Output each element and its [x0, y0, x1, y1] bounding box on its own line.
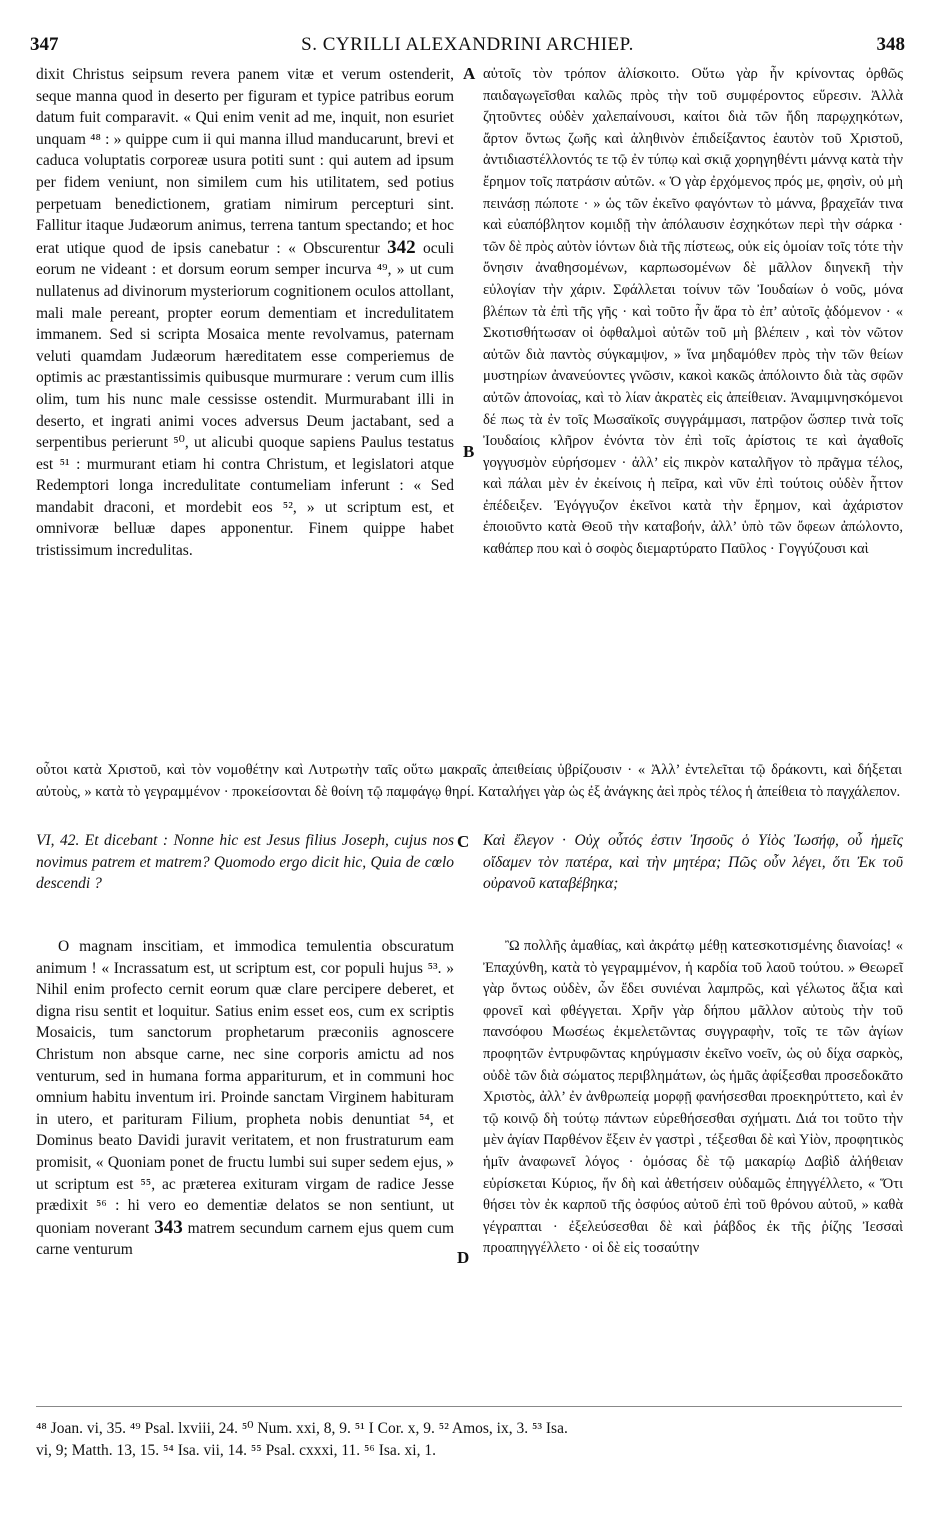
greek-verse-heading: [483, 830, 903, 895]
latin-text-1a: dixit Christus seipsum revera panem vitæ et verum ostenderit, seque manna quod in deserto per figuram et typice patribus eorum datum fuit comparavit. « Qui enim venit ad me, inquit, non esuriet unquam ⁴⁸ : » quippe cum ii qui manna illud manducarunt, brevi et caduca voluptatis corporeæ usura potiti sunt : qui autem ad ipsum per fidem veniunt, non similem cum his utilitatem, sed potius perpetuam benedictionem, gratiam nimirum percepturi sint. Fallitur itaque Judæorum animus, terrena tantum spectando; et hoc erat utique quod de ipsis canebatur : « Obscurentur: [36, 66, 454, 257]
greek-wide-text: οὗτοι κατὰ Χριστοῦ, καὶ τὸν νομοθέτην καὶ Λυτρωτὴν ταῖς οὕτω μακραῖς ἀπειθείαις ὑβρίζουσιν · « Ἀλλ’ ἐντελεῖται τῷ δράκοντι, καὶ δήξεται αὐτοὺς, » κατὰ τὸ γεγραμμένον · προκείσονται δὲ θοίνη τῷ παμφάγῳ θηρί. Καταλήγει γὰρ ὡς ἐξ ἀνάγκης ἀεὶ πρὸς τέλος ἡ ἀπείθεια τὸ παγχάλεπον.: [36, 762, 902, 800]
greek-column-2: [483, 936, 903, 1260]
latin-column-1: [36, 64, 454, 562]
margin-letter-d: D: [457, 1248, 470, 1267]
running-header: [30, 34, 905, 62]
running-title: S. CYRILLI ALEXANDRINI ARCHIEP.: [301, 34, 634, 55]
latin-heading-text: VI, 42. Et dicebant : Nonne hic est Jesus filius Joseph, cujus nos novimus patrem et matrem? Quomodo ergo dicit hic, Quia de cœlo descendi ?: [36, 832, 454, 893]
margin-letter-c: C: [457, 832, 470, 851]
greek-heading-text: Καὶ ἔλεγον · Οὐχ οὗτός ἐστιν Ἰησοῦς ὁ Υἱὸς Ἰωσήφ, οὗ ἡμεῖς οἴδαμεν τὸν πατέρα, καὶ τὴν μητέρα; Πῶς οὖν λέγει, ὅτι Ἐκ τοῦ οὐρανοῦ καταβέβηκα;: [483, 832, 903, 893]
latin-verse-heading: [36, 830, 454, 895]
column-number-343: 343: [154, 1216, 183, 1238]
footnote-line-2: vi, 9; Matth. 13, 15. ⁵⁴ Isa. vii, 14. ⁵⁵ Psal. cxxxi, 11. ⁵⁶ Isa. xi, 1.: [36, 1442, 436, 1459]
column-number-342: 342: [387, 236, 416, 258]
left-page-number: 347: [30, 34, 59, 55]
latin-text-2b: matrem secundum carnem ejus quem cum carne venturum: [36, 1219, 454, 1259]
margin-letter-a: A: [463, 64, 476, 83]
greek-wide-paragraph: [36, 760, 902, 803]
greek-text-2: Ὢ πολλῆς ἀμαθίας, καὶ ἀκράτῳ μέθῃ κατεσκοτισμένης διανοίας! « Ἐπαχύνθη, κατὰ τὸ γεγραμμένον, ἡ καρδία τοῦ λαοῦ τούτου. » Θεωρεῖ γὰρ ὄντως οὐδὲν, ὧν ἔδει συνιέναι λαμπρῶς, καὶ γέλωτος ἄξια καὶ φρονεῖ καὶ φθέγγεται. Χρῆν γὰρ δήπου μᾶλλον αὐτοὺς τὴν τοῦ πανσόφου Μωσέως ἐκμελετῶντας συγγραφὴν, τοῖς τε τῶν ἁγίων προφητῶν ἐντρυφῶντας κηρύγμασιν ἐκεῖνο νοεῖν, ὡς οὐ δίχα σαρκὸς, οὐδὲ τῶν διὰ σώματος περιβλημάτων, ὡς ἡμᾶς ἀφίξεσθαι προσεδοκᾶτο Χριστὸς, ἀλλ’ ἐν ἀνθρωπείᾳ μορφῇ φανήσεσθαι προεκηρύττετο, καὶ ἐν τῷ κοινῷ δὴ τούτῳ πάντων εὑρεθήσεσθαι σχήματι. Διά τοι τοῦτο τὴν μὲν ἁγίαν Παρθένον ἕξειν ἐν γαστρὶ , τέξεσθαι δὲ καὶ Υἱὸν, προφητικὸς ἡμῖν ἀναφωνεῖ λόγος · ὀμόσας δὲ τῷ μακαρίῳ Δαβὶδ ἀλήθειαν εὑρίσκεται Κύριος, ἥν δὴ καὶ ἀθετήσειν οὐδαμῶς ἐπηγγέλλετο, « Ὅτι θήσει τὸν ἐκ καρποῦ τῆς ὀσφύος αὐτοῦ ἐπὶ τοῦ θρόνου αὐτοῦ, » καθὰ γέγραπται · ἐξελεύσεσθαι δὲ καὶ ῥάβδος ἐκ τῆς ῥίζης Ἰεσσαὶ προαπηγγέλλετο · οἱ δὲ εἰς τοσαύτην: [483, 938, 903, 1257]
latin-text-1b: oculi eorum ne videant : et dorsum eorum semper incurva ⁴⁹, » ut cum nullatenus ad divinorum mysteriorum cognitionem oculos attollant, mali male pereant, propter eorum dementiam et incredulitatem immanem. Sed si scripta Mosaica mente revolvamus, paternam veluti quamdam Judæorum hæreditatem esse comperiemus de optimis ac præstantissimis quibusque murmurare : verum cum illis olim, tum his nunc male cessisse ostendit. Murmurabant illi in deserto, et ingrati animi voces adversus Deum jactabant, sed a serpentibus perierunt ⁵⁰, ut alicubi quoque sapiens Paulus testatus est ⁵¹ : murmurant etiam hi contra Christum, et legislatori atque Redemptori longa incredulitate contumeliam inferunt : « Sed mandabit draconi, et mordebit eos ⁵², » ut scriptum est, et omnivoræ belluæ dapes apponentur. Finem quippe habet tristissimum incredulitas.: [36, 239, 455, 560]
footnote-rule: [36, 1406, 902, 1407]
right-page-number: 348: [876, 34, 905, 55]
footnotes: [36, 1418, 902, 1462]
latin-column-2: [36, 936, 454, 1261]
margin-letter-b: B: [463, 442, 475, 461]
greek-text-1: αὐτοῖς τὸν τρόπον ἁλίσκοιτο. Οὕτω γὰρ ἦν κρίνοντας ὀρθῶς παιδαγωγεῖσθαι καλῶς πρὸς τὴν τοῦ συμφέροντος εὕρεσιν. Ἀλλὰ ζητοῦντες οὐδὲν χαλεπαίνουσι, καίτοι διὰ τῶν ἤδη παρῳχηκότων, ἄρτον ὄντως ζωῆς καὶ ἀληθινὸν ἐπιδείξαντος ἑαυτὸν τοῦ Χριστοῦ, ἀντιδιαστέλλοντός τε τῷ ἐν τύπῳ καὶ σκιᾷ χορηγηθέντι μάννᾳ κατὰ τὴν ἔρημον τοῖς πατράσιν αὐτῶν. « Ὁ γὰρ ἐρχόμενος πρός με, φησὶν, οὐ μὴ πεινάσῃ πώποτε · » ὡς τῶν ἐκεῖνο φαγόντων τὸ μάννα, βραχεῖάν τινα καὶ εὐαπόβλητον κομιδῇ τὴν ἀπόλαυσιν ἐσχηκότων περὶ τὴν σάρκα · τῶν δὲ πρὸς αὐτὸν ἰόντων διὰ τῆς πίστεως, οὐκ εἰς ὁμοίαν τοῖς τότε τὴν ὄνησιν ἀναθησομένων, καρπωσομένων δὲ μᾶλλον διηνεκῆ τὴν εὐλογίαν τὴν χάριν. Σφάλλεται τοίνυν τῶν Ἰουδαίων ὁ νοῦς, μόνα βλέπων τὰ ἐπὶ τῆς γῆς · καὶ τοῦτο ἦν ἄρα τὸ ἐπ’ αὐτοῖς ᾀδόμενον · « Σκοτισθήτωσαν οἱ ὀφθαλμοὶ αὐτῶν τοῦ μὴ βλέπειν , καὶ τὸν νῶτον αὐτῶν διὰ παντὸς σύγκαμψον, » ἵνα μηδαμόθεν πρὸς τὴν τῶν θείων μυστηρίων ἀνανεύοντες γνῶσιν, κακοὶ κακῶς ἀπόλοιντο διὰ τὰς σφῶν αὐτῶν ἀπονοίας, καὶ τὸ λίαν ἀκρατὲς εἰς ἀπείθειαν. Ἀναμιμνησκόμενοι δέ πως τὰ ἐν τοῖς Μωσαϊκοῖς συγγράμμασι, πατρῷον ὥσπερ τινὰ τοῖς Ἰουδαίοις κλῆρον ἐνόντα τὸν ἐπὶ τοῖς ἀρίστοις τε καὶ ἀγαθοῖς γογγυσμὸν εὑρήσομεν · ἀλλ’ εἰς πικρὸν καταλῆγον τὸ πρᾶγμα τέλος, καὶ πάλαι μὲν ἐν ἐκείνοις ἡ πεῖρα, καὶ νῦν ἐπὶ τούτοις οὐδὲν ἧττον ἐπέδειξεν. Ἐγόγγυζον ἐκεῖνοι κατὰ τὴν ἔρημον, καὶ ἀχάριστον ἐποιοῦντο κατὰ Θεοῦ τὴν καταβοήν, ἀλλ’ ὑπὸ τῶν ὄφεων ἀπώλοντο, καθάπερ που καὶ ὁ σοφὸς διεμαρτύρατο Παῦλος · Γογγύζουσι καὶ: [483, 66, 903, 558]
footnote-line-1: ⁴⁸ Joan. vi, 35. ⁴⁹ Psal. lxviii, 24. ⁵⁰ Num. xxi, 8, 9. ⁵¹ I Cor. x, 9. ⁵² Amos, ix, 3. ⁵³ Isa.: [36, 1420, 568, 1437]
latin-text-2a: O magnam inscitiam, et immodica temulentia obscuratum animum ! « Incrassatum est, ut scriptum est, cor populi hujus ⁵³. » Nihil enim profecto cernit eorum quæ clare percipere deberet, et digna risu sentit et loquitur. Satius enim esset eos, cum ex scriptis Mosaicis, tum sanctorum prophetarum præconiis agnoscere Christum non absque carne, nec sine corporis amictu ad nos venturum, sed in humana forma appariturum, et in communi hoc omnium habitu inventum iri. Proinde sanctam Virginem habituram in utero, et parituram Filium, propheta nobis denuntiat ⁵⁴, et Dominus beato Davidi juravit veritatem, et non frustraturum eam promisit, « Quoniam ponet de fructu lumbi sui super sedem ejus, » ut scriptum est ⁵⁵, ac præterea exituram virgam de radice Jesse prædixit ⁵⁶ : hi vero eo dementiæ delatos se non sentiunt, ut quoniam noverant: [36, 938, 454, 1237]
greek-column-1: [483, 64, 903, 561]
